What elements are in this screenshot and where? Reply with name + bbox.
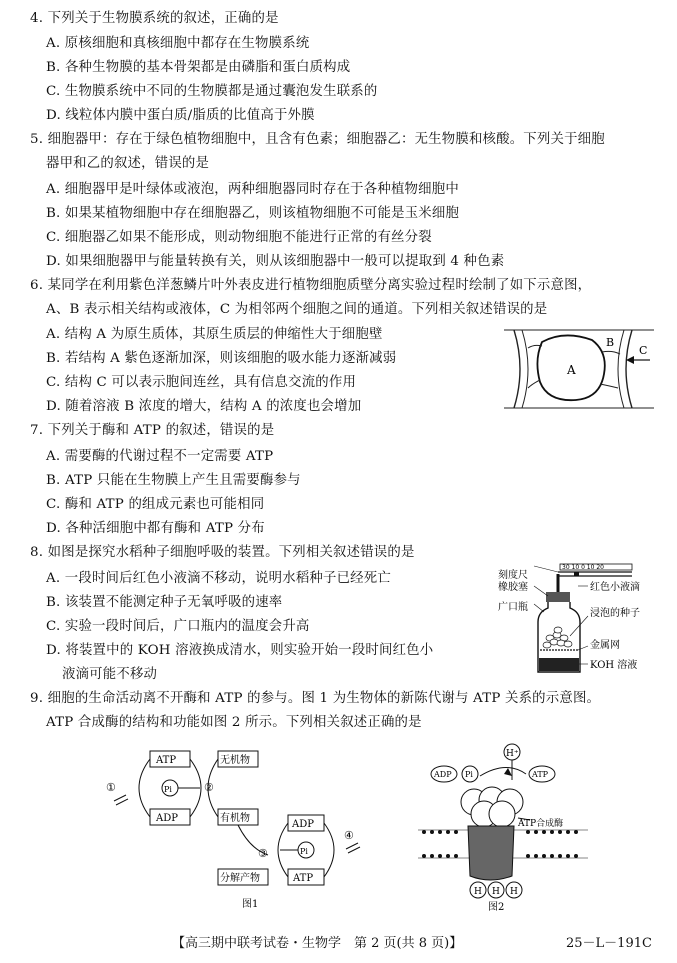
q7-stem: 7. 下列关于酶和 ATP 的叙述，错误的是 bbox=[30, 423, 275, 438]
q5-option-b: B. 如果某植物细胞中存在细胞器乙，则该植物细胞不可能是玉米细胞 bbox=[46, 206, 460, 221]
fig1-num-1: ① bbox=[106, 781, 116, 794]
q6-option-d: D. 随着溶液 B 浓度的增大，结构 A 的浓度也会增加 bbox=[46, 399, 362, 414]
fig1-caption: 图1 bbox=[242, 899, 259, 910]
fig1-adp-bottom: ADP bbox=[292, 819, 314, 830]
page-footer-code: 25－L－191C bbox=[566, 936, 652, 951]
q4-option-c: C. 生物膜系统中不同的生物膜都是通过囊泡发生联系的 bbox=[46, 84, 378, 99]
label-a: A bbox=[567, 363, 576, 377]
q4-stem: 4. 下列关于生物膜系统的叙述，正确的是 bbox=[30, 11, 279, 26]
fig2-adp: ADP bbox=[434, 770, 452, 779]
fig1-num-4: ④ bbox=[344, 829, 354, 842]
q8-option-b: B. 该装置不能测定种子无氧呼吸的速率 bbox=[46, 595, 283, 610]
fig1-inorganic: 无机物 bbox=[220, 755, 250, 766]
q7-option-b: B. ATP 只能在生物膜上产生且需要酶参与 bbox=[46, 473, 301, 488]
q9-stem-line1: 9. 细胞的生命活动离不开酶和 ATP 的参与。图 1 为生物体的新陈代谢与 ATP 关系的示意图。 bbox=[30, 691, 601, 706]
fig2-atp: ATP bbox=[532, 770, 549, 779]
q7-option-d: D. 各种活细胞中都有酶和 ATP 分布 bbox=[46, 521, 265, 536]
q6-stem-line1: 6. 某同学在利用紫色洋葱鳞片叶外表皮进行植物细胞质壁分离实验过程时绘制了如下示意图， bbox=[30, 278, 592, 293]
q6-cell-figure bbox=[504, 322, 654, 416]
label-drop: 红色小液滴 bbox=[590, 582, 640, 593]
q5-option-a: A. 细胞器甲是叶绿体或液泡，两种细胞器同时存在于各种植物细胞中 bbox=[46, 182, 459, 197]
fig1-products: 分解产物 bbox=[220, 873, 260, 884]
q4-option-a: A. 原核细胞和真核细胞中都存在生物膜系统 bbox=[46, 36, 310, 51]
label-mesh: 金属网 bbox=[590, 640, 620, 651]
q7-option-c: C. 酶和 ATP 的组成元素也可能相同 bbox=[46, 497, 265, 512]
q9-stem-line2: ATP 合成酶的结构和功能如图 2 所示。下列相关叙述正确的是 bbox=[46, 715, 422, 730]
q5-option-c: C. 细胞器乙如果不能形成，则动物细胞不能进行正常的有丝分裂 bbox=[46, 230, 432, 245]
q5-option-d: D. 如果细胞器甲与能量转换有关，则从该细胞器中一般可以提取到 4 种色素 bbox=[46, 254, 505, 269]
label-ruler: 刻度尺 bbox=[498, 570, 528, 581]
fig2-h-top: H⁺ bbox=[506, 749, 519, 759]
figure-2 bbox=[418, 740, 588, 912]
q8-stem: 8. 如图是探究水稻种子细胞呼吸的装置。下列相关叙述错误的是 bbox=[30, 545, 415, 560]
page-footer-title: 【高三期中联考试卷・生物学 第 2 页(共 8 页)】 bbox=[172, 936, 463, 951]
fig2-h-1: H bbox=[474, 887, 482, 897]
figure-1 bbox=[100, 745, 370, 911]
q6-option-b: B. 若结构 A 紫色逐渐加深，则该细胞的吸水能力逐渐减弱 bbox=[46, 351, 397, 366]
fig1-num-3: ③ bbox=[258, 847, 268, 860]
q7-option-a: A. 需要酶的代谢过程不一定需要 ATP bbox=[46, 449, 274, 464]
q4-option-b: B. 各种生物膜的基本骨架都是由磷脂和蛋白质构成 bbox=[46, 60, 351, 75]
fig1-pi-top: Pi bbox=[164, 785, 172, 794]
fig2-enzyme: ATP合成酶 bbox=[518, 819, 564, 829]
fig2-pi: Pi bbox=[465, 770, 473, 779]
q8-option-c: C. 实验一段时间后，广口瓶内的温度会升高 bbox=[46, 619, 310, 634]
q4-option-d: D. 线粒体内膜中蛋白质/脂质的比值高于外膜 bbox=[46, 108, 315, 123]
fig2-h-3: H bbox=[510, 887, 518, 897]
fig1-organic: 有机物 bbox=[220, 813, 250, 824]
q8-apparatus-figure bbox=[494, 560, 664, 678]
fig1-pi-bottom: Pi bbox=[300, 847, 308, 856]
ruler-ticks: 30 10 0 10 20 bbox=[562, 564, 604, 571]
q6-option-a: A. 结构 A 为原生质体，其原生质层的伸缩性大于细胞壁 bbox=[46, 327, 383, 342]
fig2-caption: 图2 bbox=[488, 902, 505, 912]
label-bottle: 广口瓶 bbox=[498, 602, 528, 613]
label-stopper: 橡胶塞 bbox=[498, 582, 528, 593]
atp-adp-cycle-diagram bbox=[100, 745, 370, 911]
label-b: B bbox=[606, 336, 615, 349]
q5-stem-line1: 5. 细胞器甲：存在于绿色植物细胞中，且含有色素；细胞器乙：无生物膜和核酸。下列关于细胞 bbox=[30, 132, 605, 147]
fig1-atp-top: ATP bbox=[156, 755, 177, 766]
fig1-adp-top: ADP bbox=[156, 813, 178, 824]
plasmolysis-diagram bbox=[504, 322, 654, 416]
q6-option-c: C. 结构 C 可以表示胞间连丝，具有信息交流的作用 bbox=[46, 375, 357, 390]
q6-stem-line2: A、B 表示相关结构或液体，C 为相邻两个细胞之间的通道。下列相关叙述错误的是 bbox=[46, 302, 548, 317]
label-c: C bbox=[639, 344, 648, 357]
q8-option-a: A. 一段时间后红色小液滴不移动，说明水稻种子已经死亡 bbox=[46, 571, 391, 586]
q8-option-d: D. 将装置中的 KOH 溶液换成清水，则实验开始一段时间红色小 bbox=[46, 643, 434, 658]
label-seeds: 浸泡的种子 bbox=[590, 608, 640, 619]
q5-stem-line2: 器甲和乙的叙述，错误的是 bbox=[46, 156, 210, 171]
atp-synthase-diagram bbox=[418, 740, 588, 912]
q8-option-d-continued: 液滴可能不移动 bbox=[62, 667, 158, 682]
respiration-apparatus-diagram bbox=[494, 560, 664, 678]
fig1-atp-bottom: ATP bbox=[293, 873, 314, 884]
fig2-h-2: H bbox=[492, 887, 500, 897]
label-koh: KOH 溶液 bbox=[590, 660, 638, 671]
fig1-num-2: ② bbox=[204, 781, 214, 794]
